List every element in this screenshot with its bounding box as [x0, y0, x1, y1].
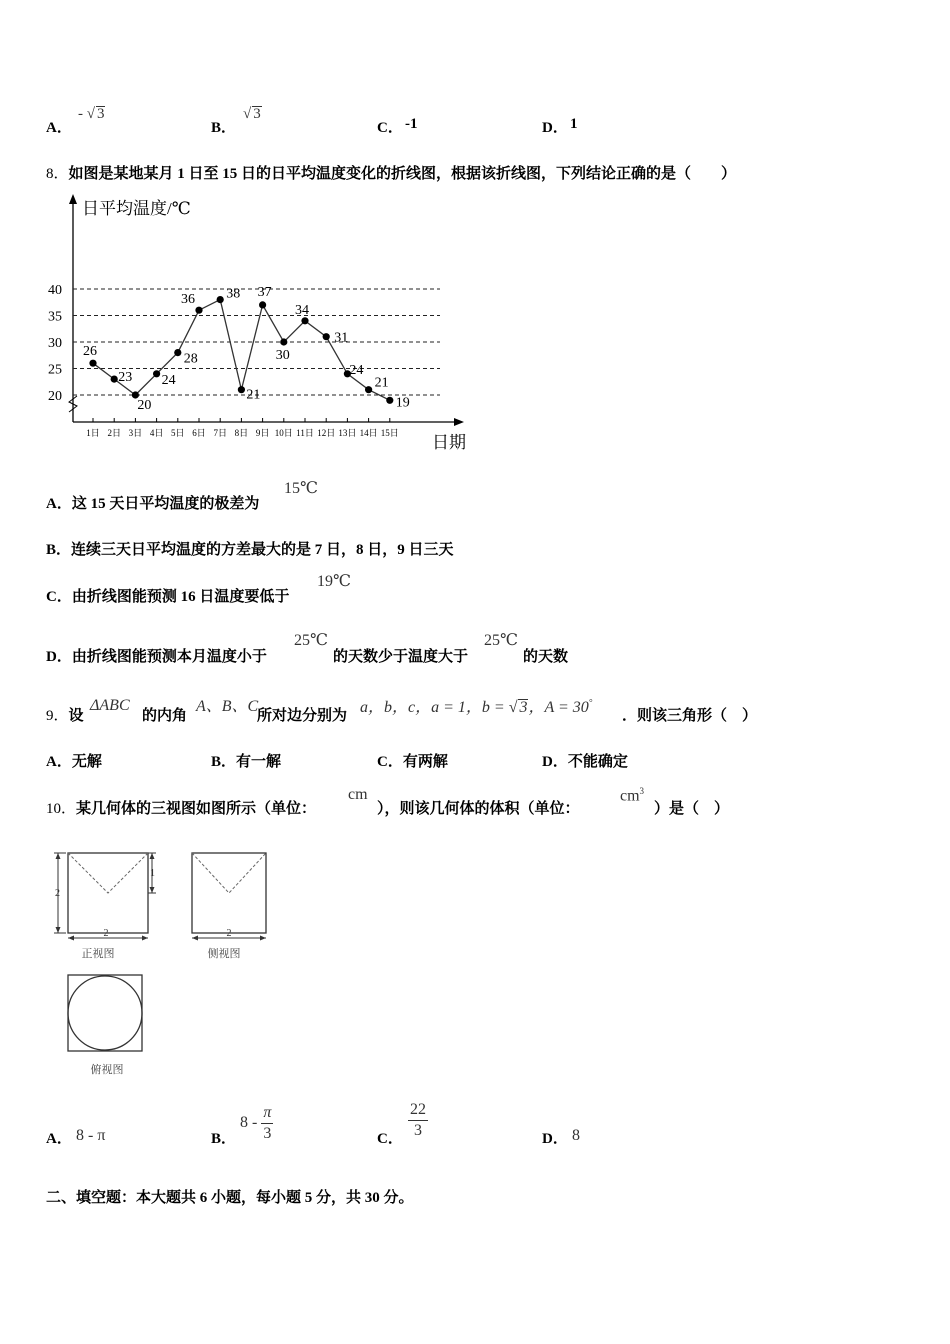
data-point-4 — [153, 370, 160, 377]
side-width-dim: 2 — [226, 928, 232, 939]
axis-break-mark — [69, 396, 77, 412]
y-tick-label-40: 40 — [48, 283, 62, 298]
chart-axes — [69, 194, 464, 426]
x-tick-label-8: 8日 — [234, 428, 249, 438]
q9-stem: 9．设 — [46, 708, 84, 724]
q8-option-d-math1: 25℃ — [294, 632, 328, 649]
data-point-10 — [280, 338, 287, 345]
y-tick-label-20: 20 — [48, 389, 62, 404]
q9-math-angles: A、B、C — [196, 698, 259, 715]
q8-option-d-mid: 的天数少于温度大于 — [333, 649, 469, 665]
q7-option-c-label: C． — [377, 120, 403, 136]
front-width-dim: 2 — [103, 928, 109, 939]
q9-option-b: B．有一解 — [211, 754, 282, 770]
x-tick-label-12: 12日 — [317, 428, 336, 438]
data-label-9: 37 — [257, 284, 272, 300]
x-tick-label-14: 14日 — [359, 428, 378, 438]
top-view — [68, 975, 142, 1076]
q7-option-d-value: 1 — [570, 116, 578, 132]
x-tick-label-1: 1日 — [86, 428, 100, 438]
data-label-13: 24 — [349, 362, 364, 378]
data-point-15 — [386, 397, 393, 404]
data-label-11: 34 — [295, 302, 309, 318]
q10-option-a-label: A． — [46, 1131, 72, 1147]
data-label-5: 28 — [183, 351, 198, 367]
y-tick-label-25: 25 — [48, 362, 62, 378]
q10-unit-cm: cm — [348, 786, 368, 803]
q7-option-c-value: -1 — [405, 116, 418, 132]
q10-stem: 10．某几何体的三视图如图所示（单位： — [46, 801, 317, 817]
front-depth-dim: 1 — [150, 868, 155, 879]
front-height-dim: 2 — [55, 888, 60, 899]
front-view — [54, 853, 156, 960]
x-tick-label-10: 10日 — [274, 428, 293, 438]
x-tick-label-15: 15日 — [380, 428, 399, 438]
q10-option-b-label: B． — [211, 1131, 237, 1147]
q9-text-end: ．则该三角形（ ） — [622, 708, 758, 724]
q9-math-sides: a，b，c，a = 1，b = √ 3，A = 30° — [360, 697, 593, 716]
q10-option-c-value: $\frac{22}{3}$ — [410, 1101, 426, 1139]
y-axis-label: 日平均温度/℃ — [82, 199, 191, 218]
x-tick-label-3: 3日 — [128, 428, 143, 438]
x-tick-label-2: 2日 — [107, 428, 121, 438]
data-label-15: 19 — [395, 395, 410, 411]
x-axis-label: 日期 — [432, 433, 466, 452]
q9-option-d: D．不能确定 — [542, 754, 628, 770]
data-label-8: 21 — [246, 387, 261, 403]
temperature-line-chart — [48, 190, 480, 455]
data-label-1: 26 — [83, 344, 97, 360]
q8-option-c: C．由折线图能预测 16 日温度要低于 — [46, 589, 290, 605]
data-point-12 — [323, 333, 330, 340]
side-view-label: 侧视图 — [207, 948, 241, 960]
data-point-6 — [195, 307, 202, 314]
q10-option-d-value: 8 — [572, 1127, 580, 1144]
q8-stem — [46, 162, 736, 183]
y-tick-label-35: 35 — [48, 309, 62, 325]
top-view-label: 俯视图 — [90, 1064, 124, 1076]
chart-y-ticks — [48, 283, 62, 404]
data-point-11 — [301, 317, 308, 324]
data-point-9 — [259, 301, 266, 308]
q8-option-b: B．连续三天日平均温度的方差最大的是 7 日，8 日，9 日三天 — [46, 542, 454, 558]
q7-option-d-label: D． — [542, 120, 568, 136]
q9-text-angles: 的内角 — [142, 708, 188, 724]
q8-option-a: A．这 15 天日平均温度的极差为 — [46, 496, 260, 512]
side-view — [192, 853, 266, 960]
x-tick-label-13: 13日 — [338, 428, 357, 438]
q9-option-c: C．有两解 — [377, 754, 448, 770]
data-label-4: 24 — [161, 372, 176, 388]
q10-option-a-value: 8 - π — [76, 1127, 106, 1144]
q10-text-volume: ），则该几何体的体积（单位： — [377, 801, 580, 817]
three-views-figure — [44, 840, 284, 1085]
q10-option-c-label: C． — [377, 1131, 403, 1147]
q8-option-c-math: 19℃ — [317, 573, 351, 590]
series-line — [93, 300, 390, 401]
q9-text-sides: 所对边分别为 — [257, 708, 348, 724]
q9-option-a: A．无解 — [46, 754, 102, 770]
q7-option-a-value: - √ 3 — [78, 106, 105, 122]
data-point-14 — [365, 386, 372, 393]
data-label-14: 21 — [374, 375, 389, 391]
y-axis-arrow — [69, 194, 77, 204]
data-point-1 — [89, 360, 96, 367]
data-label-3: 20 — [137, 398, 152, 413]
x-tick-label-9: 9日 — [255, 428, 270, 438]
front-view-label: 正视图 — [81, 948, 115, 960]
data-point-8 — [238, 386, 245, 393]
q8-number: 8． — [46, 166, 69, 182]
q7-option-a-label: A． — [46, 120, 72, 136]
q8-option-a-math: 15℃ — [284, 480, 318, 497]
y-tick-label-30: 30 — [48, 336, 62, 351]
chart-x-ticks — [86, 418, 399, 438]
q8-option-d-after: 的天数 — [523, 649, 569, 665]
data-label-2: 23 — [118, 370, 133, 386]
data-point-7 — [217, 296, 224, 303]
x-tick-label-6: 6日 — [192, 428, 206, 438]
chart-series — [83, 285, 410, 413]
data-label-12: 31 — [334, 330, 349, 346]
q10-unit-cm3: $cm^3$ — [620, 786, 645, 805]
data-label-7: 38 — [226, 286, 241, 302]
q9-math-triangle: ΔABC — [90, 697, 130, 714]
data-point-2 — [111, 376, 118, 383]
data-label-6: 36 — [181, 292, 195, 308]
q10-option-b-value: 8 - $\frac{\pi}{3}$ — [240, 1104, 272, 1142]
x-tick-label-5: 5日 — [171, 428, 185, 438]
q10-text-end: ）是（ ） — [654, 801, 730, 817]
q8-option-d-math2: 25℃ — [484, 632, 518, 649]
x-axis-arrow — [454, 418, 464, 426]
q7-option-b-label: B． — [211, 120, 237, 136]
q8-text: 如图是某地某月 1 日至 15 日的日平均温度变化的折线图，根据该折线图，下列结论正确的是（ ） — [68, 166, 737, 182]
x-tick-label-7: 7日 — [213, 428, 227, 438]
data-label-10: 30 — [275, 348, 290, 363]
x-tick-label-4: 4日 — [149, 428, 164, 438]
section-2-heading: 二、填空题：本大题共 6 小题，每小题 5 分，共 30 分。 — [46, 1190, 414, 1206]
q10-option-d-label: D． — [542, 1131, 568, 1147]
x-tick-label-11: 11日 — [296, 428, 314, 438]
q7-option-b-value: √ 3 — [243, 106, 261, 122]
data-point-5 — [174, 349, 181, 356]
q8-option-d: D．由折线图能预测本月温度小于 — [46, 649, 267, 665]
